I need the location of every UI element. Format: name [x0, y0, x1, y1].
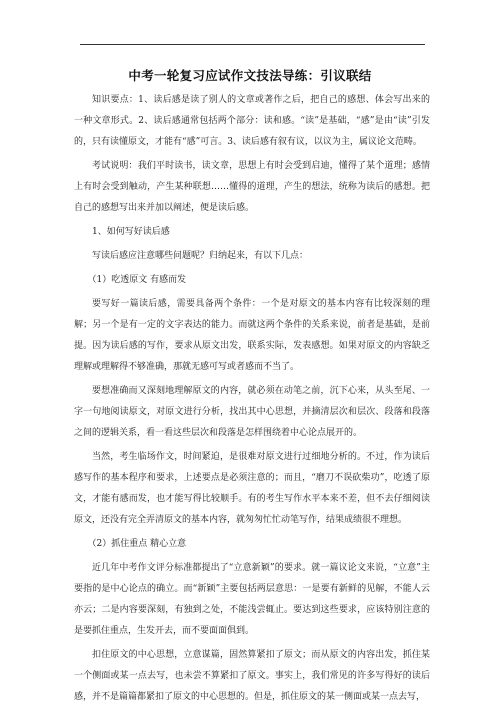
- document-title: 中考一轮复习应试作文技法导练：引议联结: [128, 68, 372, 83]
- header-rule: [80, 44, 425, 45]
- paragraph-intro-points: 写读后感应注意哪些问题呢？归纳起来，有以下几点：: [92, 251, 309, 261]
- document-body: [74, 90, 430, 711]
- paragraph-exam-time: 当然，考生临场作文，时间紧迫，是很难对原文进行过细地分析的。不过，作为读后感写作的基本程序和要求，上述要点是必须注意的；而且，“磨刀不误砍柴功”，吃透了原文，才能有感而发，也才能写得比较顺手。有的考生写作水平本来不差，但不去仔细阅读原文，还没有完全弄清原文的基本内容，就匆匆忙忙动笔写作，结果成绩很不理想。: [74, 452, 430, 525]
- subheading-understand-original: （1）吃透原文 有感而发: [87, 275, 187, 285]
- paragraph-knowledge-points: 知识要点：1、读后感是读了别人的文章或著作之后，把自己的感想、体会写出来的一种文章形式。2、读后感通常包括两个部分：读和感。“读”是基础，“感”是由“读”引发的，只有读懂原文，才能有“感”可言。3、读后感有叙有议，以议为主，属议论文范畴。: [74, 95, 430, 147]
- subheading-focus-key-points: （2）抓住重点 精心立意: [87, 539, 187, 549]
- paragraph-two-conditions: 要写好一篇读后感，需要具备两个条件：一个是对原文的基本内容有比较深刻的理解；另一个是有一定的文字表达的能力。而就这两个条件的关系来说，前者是基础，是前提。因为读后感的写作，要求从原文出发，联系实际，发表感想。如果对原文的内容缺乏理解或理解得不够准确，那就无感可写或者感而不当了。: [74, 299, 430, 372]
- paragraph-deep-understanding: 要想准确而又深刻地理解原文的内容，就必须在动笔之前，沉下心来，从头至尾、一字一句地阅读原文，对原文进行分析，找出其中心思想，并摘清层次和层次、段落和段落之间的逻辑关系，看一看这些层次和段落是怎样围绕着中心论点展开的。: [74, 386, 430, 438]
- paragraph-central-idea: 扣住原文的中心思想，立意谋篇，固然算紧扣了原文；而从原文的内容出发，抓住某一个侧面或某一点去写，也未尝不算紧扣了原文。事实上，我们常见的许多写得好的读后感，并不是篇篇都紧扣了原文的中心思想的。但是，抓住原文的某一侧面或某一点去写，: [74, 650, 430, 702]
- section-heading-how-to-write: 1、如何写好读后感: [92, 227, 170, 237]
- paragraph-exam-explanation: 考试说明：我们平时读书，读文章，思想上有时会受到启迪，懂得了某个道理；感情上有时会受到触动，产生某种联想……懂得的道理，产生的想法，统称为读后的感想。把自己的感想写出来并加以阐述，便是读后感。: [74, 161, 430, 213]
- paragraph-novel-idea: 近几年中考作文评分标准都提出了“立意新颖”的要求。就一篇议论文来说，“立意”主要指的是中心论点的确立。而“新颖”主要包括两层意思：一是要有新鲜的见解，不能人云亦云；二是内容要深刻，有独到之处，不能浅尝辄止。要达到这些要求，应该特别注意的是要抓住重点，生发开去，而不要面面俱到。: [74, 563, 430, 636]
